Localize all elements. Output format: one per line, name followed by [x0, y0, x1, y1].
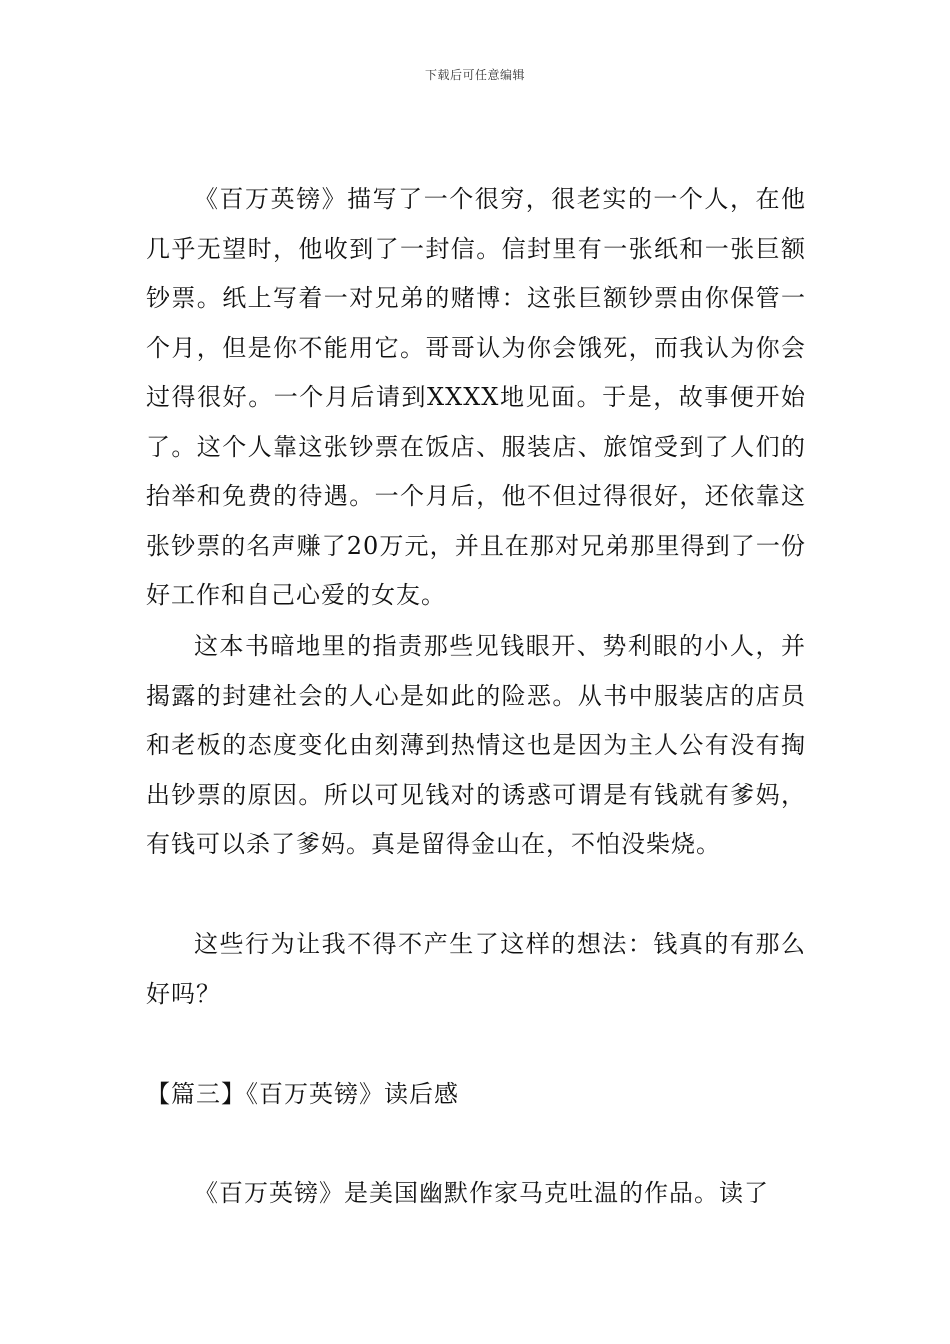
section-intro-paragraph: 《百万英镑》是美国幽默作家马克吐温的作品。读了: [194, 1179, 769, 1207]
section-heading: 【篇三】《百万英镑》读后感: [146, 1080, 459, 1108]
paragraph-block-3: [146, 920, 806, 1019]
header-note: 下载后可任意编辑: [424, 68, 525, 82]
paragraph: 这本书暗地里的指责那些见钱眼开、势利眼的小人，并揭露的封建社会的人心是如此的险恶。从书中服装店的店员和老板的态度变化由刻薄到热情这也是因为主人公有没有掏出钞票的原因。所以可见钱对的诱惑可谓是有钱就有爹妈，有钱可以杀了爹妈。真是留得金山在，不怕没柴烧。: [146, 632, 806, 858]
paragraph-block-2: [146, 622, 806, 870]
paragraph-block-1: [146, 175, 806, 621]
paragraph-block-4: [146, 1169, 806, 1219]
paragraph: 《百万英镑》描写了一个很穷，很老实的一个人，在他几乎无望时，他收到了一封信。信封里有一张纸和一张巨额钞票。纸上写着一对兄弟的赌博：这张巨额钞票由你保管一个月，但是你不能用它。哥哥认为你会饿死，而我认为你会过得很好。一个月后请到XXXX地见面。于是，故事便开始了。这个人靠这张钞票在饭店、服装店、旅馆受到了人们的抬举和免费的待遇。一个月后，他不但过得很好，还依靠这张钞票的名声赚了20万元，并且在那对兄弟那里得到了一份好工作和自己心爱的女友。: [146, 185, 806, 609]
paragraph: 这些行为让我不得不产生了这样的想法：钱真的有那么好吗？: [146, 930, 806, 1008]
